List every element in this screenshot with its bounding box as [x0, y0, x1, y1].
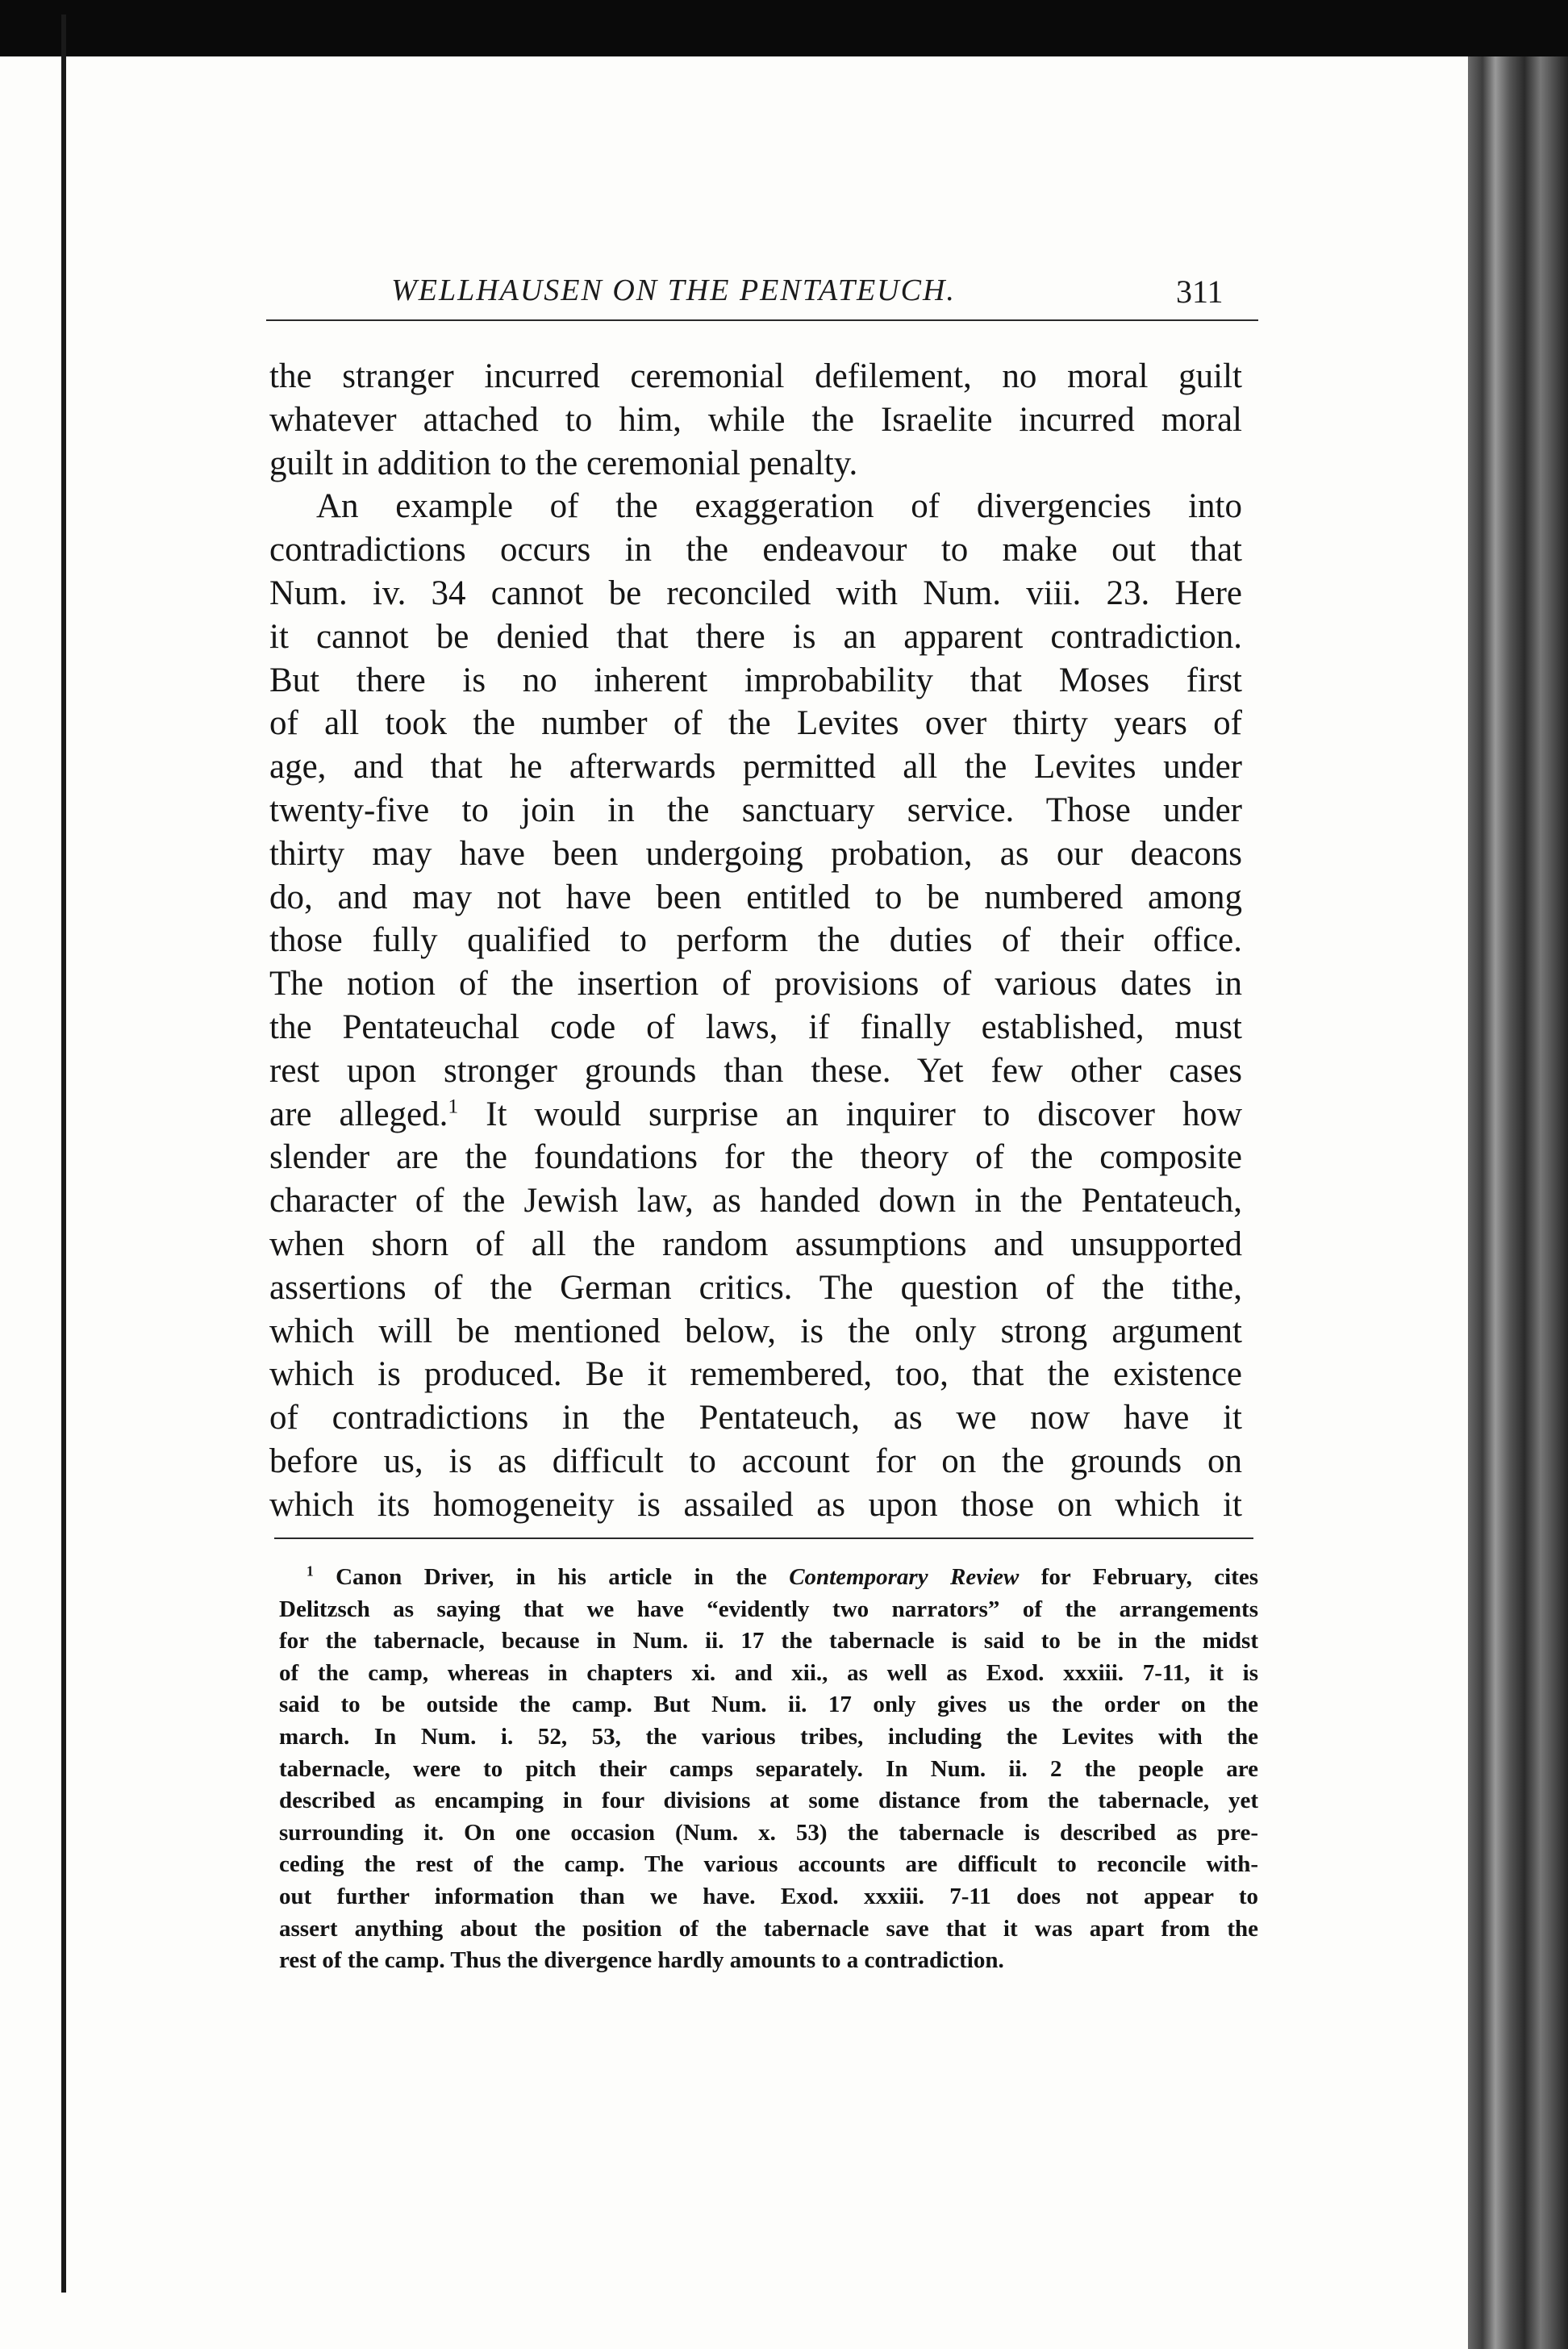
footnote-line: assert anything about the position of the tabernacle save that it was apart from the: [279, 1915, 1258, 1942]
text-segment: for February, cites: [1040, 1564, 1259, 1590]
footnote: [279, 1562, 1258, 1977]
text-line: Num. iv. 34 cannot be reconciled with Num. viii. 23. Here: [269, 574, 1242, 612]
text-line: rest upon stronger grounds than these. Yet few other cases: [269, 1051, 1242, 1090]
text-line: do, and may not have been entitled to be numbered among: [269, 878, 1242, 916]
text-segment: It would surprise an inquirer to discover how: [486, 1095, 1243, 1133]
text-line: The notion of the insertion of provisions of various dates in: [269, 965, 1242, 1003]
footnote-line: of the camp, whereas in chapters xi. and xii., as well as Exod. xxxiii. 7-11, it is: [279, 1659, 1258, 1686]
text-line: when shorn of all the random assumptions and unsupported: [269, 1225, 1242, 1263]
text-line: before us, is as difficult to account for on the grounds on: [269, 1442, 1242, 1480]
header-rule: [266, 319, 1258, 321]
text-line: guilt in addition to the ceremonial penalty.: [269, 444, 858, 482]
book-spine-edge: [1468, 56, 1568, 2349]
text-segment: Canon Driver, in his article in the: [336, 1564, 767, 1590]
running-head: [266, 273, 1258, 321]
footnote-line: Delitzsch as saying that we have “evidently two narrators” of the arrangements: [279, 1596, 1258, 1622]
text-line-with-footnote-ref: [269, 1093, 1242, 1137]
text-line: contradictions occurs in the endeavour to make out that: [269, 531, 1242, 570]
text-line: which is produced. Be it remembered, too, that the existence: [269, 1355, 1242, 1394]
text-line: of all took the number of the Levites over thirty years of: [269, 704, 1242, 743]
footnote-line: tabernacle, were to pitch their camps separately. In Num. ii. 2 the people are: [279, 1755, 1258, 1782]
footnote-line: ceding the rest of the camp. The various accounts are difficult to reconcile with-: [279, 1851, 1258, 1878]
footnote-line: described as encamping in four divisions at some distance from the tabernacle, yet: [279, 1788, 1258, 1814]
running-head-title: WELLHAUSEN ON THE PENTATEUCH.: [391, 273, 956, 307]
text-line: slender are the foundations for the theory of the composite: [269, 1138, 1242, 1177]
text-line: it cannot be denied that there is an apparent contradiction.: [269, 617, 1242, 656]
footnote-line: march. In Num. i. 52, 53, the various tribes, including the Levites with the: [279, 1723, 1258, 1750]
page-edge-shadow: [61, 15, 66, 2293]
footnote-line: rest of the camp. Thus the divergence hardly amounts to a contradiction.: [279, 1947, 1004, 1974]
footnote-line: [279, 1562, 1258, 1594]
text-line: thirty may have been undergoing probation, as our deacons: [269, 834, 1242, 873]
text-line: the stranger incurred ceremonial defilement, no moral guilt: [269, 357, 1242, 395]
text-segment: are alleged.: [269, 1095, 448, 1133]
text-line: assertions of the German critics. The question of the tithe,: [269, 1268, 1242, 1307]
text-line: An example of the exaggeration of divergencies into: [316, 487, 1242, 526]
text-line: which will be mentioned below, is the only strong argument: [269, 1312, 1242, 1350]
footnote-line: for the tabernacle, because in Num. ii. 17 the tabernacle is said to be in the midst: [279, 1628, 1258, 1654]
footnote-line: surrounding it. On one occasion (Num. x. 53) the tabernacle is described as pre-: [279, 1819, 1258, 1846]
text-line: whatever attached to him, while the Israelite incurred moral: [269, 400, 1242, 439]
footnote-marker: 1: [307, 1563, 314, 1579]
text-line: age, and that he afterwards permitted all the Levites under: [269, 748, 1242, 786]
main-text: [269, 355, 1242, 1527]
text-line: But there is no inherent improbability that Moses first: [269, 661, 1242, 699]
footnote-rule: [274, 1537, 1253, 1539]
footnote-reference: 1: [448, 1094, 459, 1118]
text-line: twenty-five to join in the sanctuary service. Those under: [269, 791, 1242, 829]
text-line: of contradictions in the Pentateuch, as we now have it: [269, 1399, 1242, 1437]
footnote-line: out further information than we have. Exod. xxxiii. 7-11 does not appear to: [279, 1883, 1258, 1909]
journal-title: Contemporary Review: [789, 1564, 1020, 1590]
text-line: character of the Jewish law, as handed down in the Pentateuch,: [269, 1182, 1242, 1220]
text-line: the Pentateuchal code of laws, if finally established, must: [269, 1008, 1242, 1046]
text-line: which its homogeneity is assailed as upon those on which it: [269, 1485, 1242, 1524]
page-number: 311: [1176, 273, 1224, 310]
footnote-line: said to be outside the camp. But Num. ii. 17 only gives us the order on the: [279, 1692, 1258, 1718]
text-line: those fully qualified to perform the duties of their office.: [269, 921, 1242, 960]
